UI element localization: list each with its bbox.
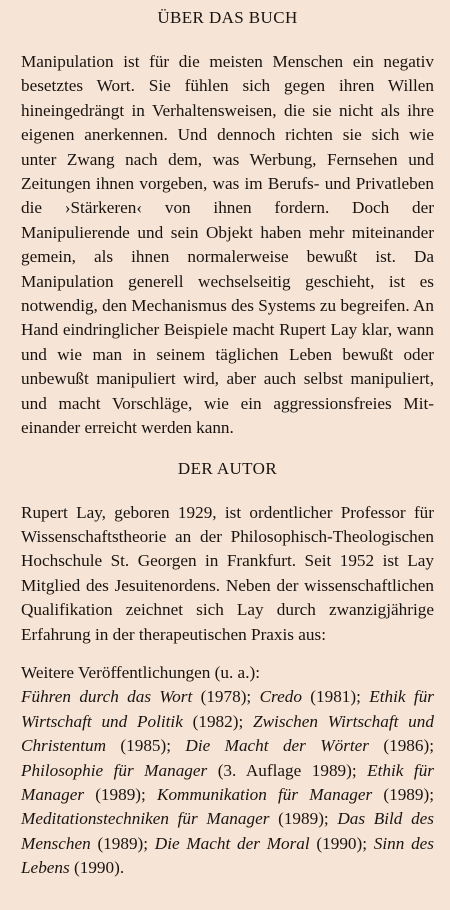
- about-book-heading: ÜBER DAS BUCH: [157, 8, 298, 27]
- publication-title: Kommunikation für Manager: [156, 784, 373, 804]
- publication-year: (1985);: [106, 736, 186, 756]
- publication-title: Meditationstechniken für Manager: [21, 809, 270, 829]
- publication-year: (1990).: [69, 858, 125, 878]
- publication-title: Führen durch das Wort: [21, 687, 193, 707]
- publication-title: Ethik für Manager: [21, 760, 434, 804]
- publication-title: Die Macht der Moral: [154, 833, 310, 853]
- publication-year: (1989);: [84, 784, 157, 804]
- publications-list: [21, 685, 434, 880]
- publications-label: Weitere Veröffentlichungen (u. a.):: [21, 662, 260, 682]
- publication-year: (1982);: [182, 711, 254, 731]
- about-author-heading: DER AUTOR: [177, 458, 278, 478]
- publication-title: Zwischen Wirtschaft und Christentum: [21, 711, 434, 756]
- publication-year: (3. Auflage 1989);: [207, 760, 368, 780]
- publication-year: (1981);: [301, 687, 370, 707]
- publication-year: (1990);: [309, 833, 374, 853]
- publication-title: Sinn des Lebens: [21, 833, 435, 878]
- publication-year: (1989);: [269, 809, 338, 829]
- publication-title: Die Macht der Wörter: [185, 736, 369, 756]
- publication-title: Philosophie für Manager: [21, 760, 208, 780]
- publication-title: Das Bild des Menschen: [21, 809, 434, 853]
- publication-year: (1989);: [372, 784, 434, 804]
- publication-year: (1989);: [90, 833, 155, 853]
- publication-title: Credo: [259, 687, 302, 707]
- author-bio-text: Rupert Lay, geboren 1929, ist ordentlicher Professor für Wissenschaftstheorie an der Philosophisch-Theologischen Hochschule St. Georgen in Frankfurt. Seit 1952 ist Lay Mitglied des Jesuitenordens. Neben der wissenschaftlichen Qualifikation zeichnet sich Lay durch zwanzigjährige Erfahrung in der therapeutischen Praxis aus:: [21, 502, 434, 644]
- publication-year: (1978);: [192, 687, 260, 707]
- publication-title: Ethik für Wirtschaft und Politik: [21, 687, 434, 731]
- about-book-text: Manipulation ist für die meisten Menschen ein negativ besetztes Wort. Sie fühlen sich gegen ihren Willen hineingedrängt in Verhaltensweisen, die sie nicht als ihre eigenen anerkennen. Und dennoch richten sie sich wie unter Zwang nach dem, was Werbung, Fernsehen und Zeitungen ihnen vorgeben, was im Berufs- und Privatleben die ›Stärkeren‹ von ihnen fordern. Doch der Manipulierende und sein Objekt haben mehr miteinander gemein, als ihnen normalerweise bewußt ist. Da Manipulation generell wechselseitig geschieht, ist es notwendig, den Mechanismus des Systems zu begreifen. An Hand eindringlicher Beispiele macht Rupert Lay klar, wann und wie man in seinem täglichen Leben bewußt oder unbewußt manipuliert wird, aber auch selbst manipuliert, und macht Vorschläge, wie ein aggressionsfreies Miteinander erreicht werden kann.: [21, 52, 434, 438]
- publication-year: (1986);: [368, 736, 434, 756]
